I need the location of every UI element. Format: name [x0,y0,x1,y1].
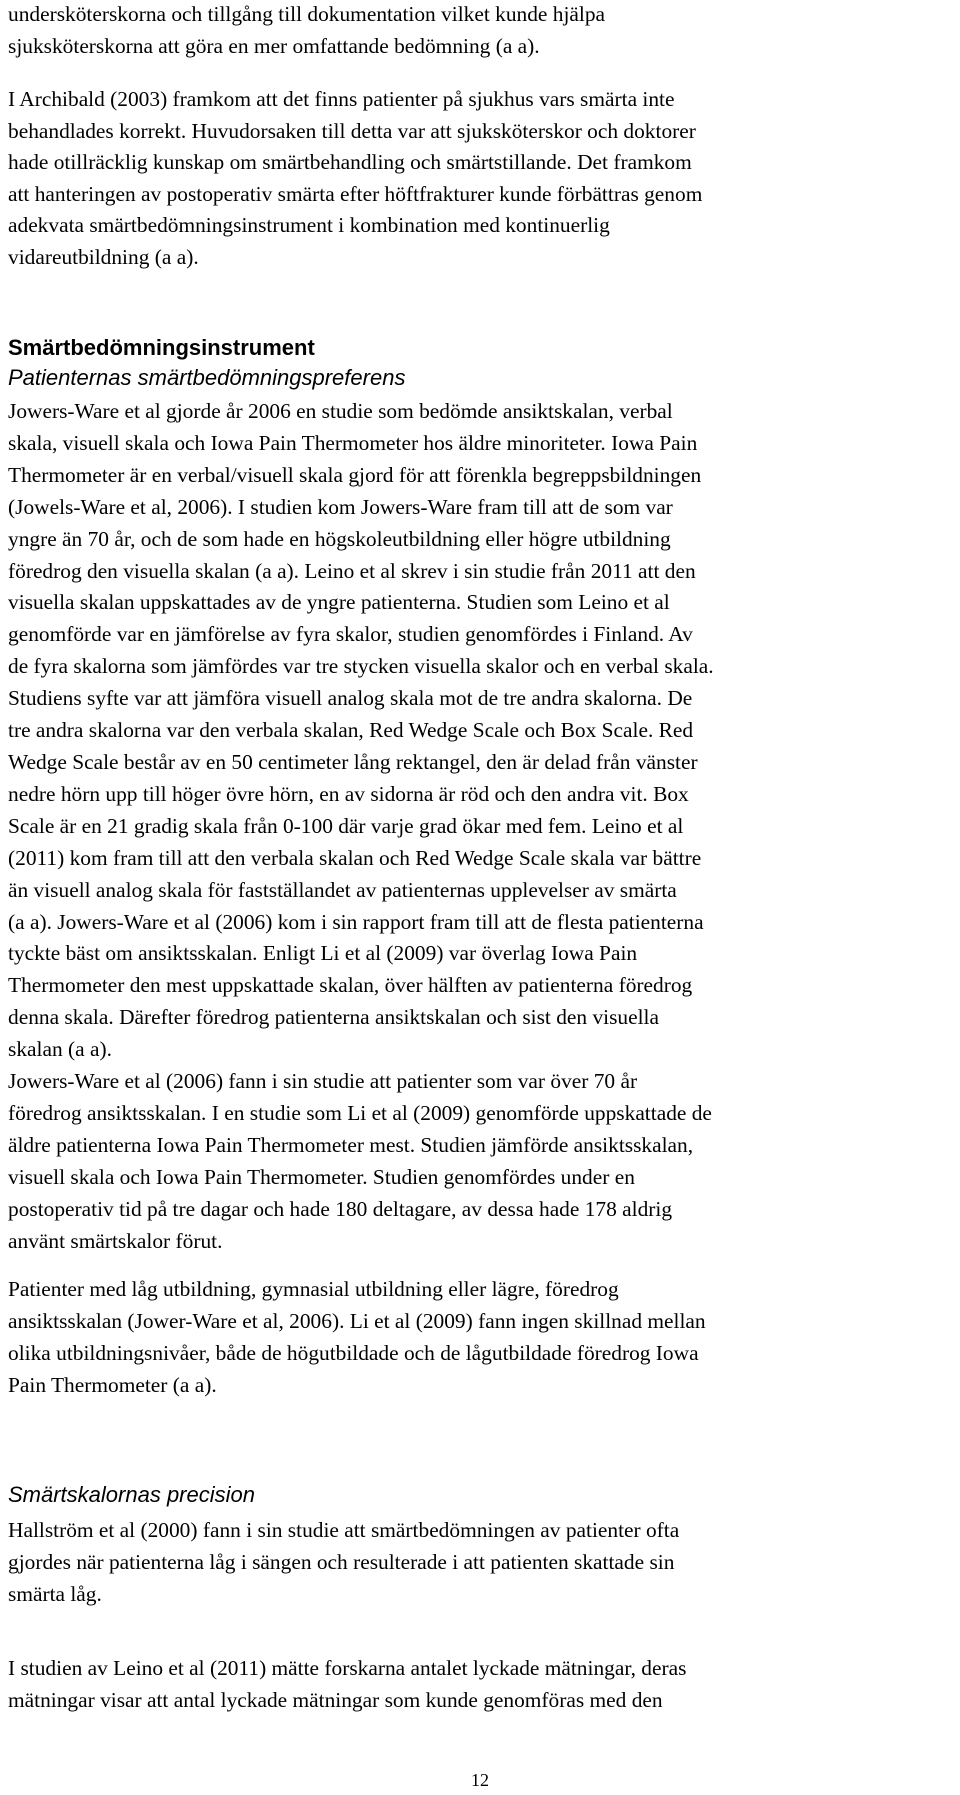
text-line: att hanteringen av postoperativ smärta efter höftfrakturer kunde förbättras genom [8,181,703,206]
text-line: olika utbildningsnivåer, både de högutbildade och de lågutbildade föredrog Iowa [8,1341,699,1365]
text-line: genomförde var en jämförelse av fyra skalor, studien genomfördes i Finland. Av [8,622,693,647]
text-line: Jowers-Ware et al gjorde år 2006 en studie som bedömde ansiktskalan, verbal [8,399,673,423]
precision-paragraph [8,1514,679,1610]
utbildning-paragraph [8,1273,706,1401]
text-line: de fyra skalorna som jämfördes var tre stycken visuella skalor och en verbal skala. [8,654,714,679]
page-number: 12 [471,1770,489,1790]
text-line: denna skala. Därefter föredrog patienterna ansiktskalan och sist den visuella [8,1005,659,1030]
text-line: visuella skalan uppskattades av de yngre patienterna. Studien som Leino et al [8,590,670,615]
preferens-paragraph [8,396,714,1257]
text-line: visuell skala och Iowa Pain Thermometer. Studien genomfördes under en [8,1164,635,1189]
archibald-paragraph [8,84,702,274]
text-line: Pain Thermometer (a a). [8,1373,217,1397]
text-line: I studien av Leino et al (2011) mätte forskarna antalet lyckade mätningar, deras [8,1656,687,1680]
text-line: behandlades korrekt. Huvudorsaken till detta var att sjuksköterskor och doktorer [8,118,696,143]
text-line: yngre än 70 år, och de som hade en högskoleutbildning eller högre utbildning [8,526,671,551]
text-line: Scale är en 21 gradig skala från 0-100 där varje grad ökar med fem. Leino et al [8,813,684,838]
section-subheading: Patienternas smärtbedömningspreferens [8,365,406,390]
text-line: hade otillräcklig kunskap om smärtbehandling och smärtstillande. Det framkom [8,150,692,175]
text-line: än visuell analog skala för fastställandet av patienternas upplevelser av smärta [8,877,677,902]
text-line: sjuksköterskorna att göra en mer omfattande bedömning (a a). [8,33,540,58]
text-line: nedre hörn upp till höger övre hörn, en av sidorna är röd och den andra vit. Box [8,781,689,806]
text-line: mätningar visar att antal lyckade mätningar som kunde genomföras med den [8,1688,663,1712]
section-heading: Smärtbedömningsinstrument [8,335,315,360]
text-line: föredrog ansiktsskalan. I en studie som Li et al (2009) genomförde uppskattade de [8,1100,712,1125]
precision-subheading: Smärtskalornas precision [8,1482,255,1507]
text-line: Jowers-Ware et al (2006) fann i sin studie att patienter som var över 70 år [8,1069,638,1094]
text-line: vidareutbildning (a a). [8,244,199,269]
leino-paragraph [8,1652,686,1716]
text-line: adekvata smärtbedömningsinstrument i kombination med kontinuerlig [8,213,610,238]
text-line: undersköterskorna och tillgång till dokumentation vilket kunde hjälpa [8,2,606,26]
text-line: ansiktsskalan (Jower-Ware et al, 2006). Li et al (2009) fann ingen skillnad mellan [8,1309,706,1333]
text-line: postoperativ tid på tre dagar och hade 180 deltagare, av dessa hade 178 aldrig [8,1196,673,1221]
text-line: tyckte bäst om ansiktsskalan. Enligt Li et al (2009) var överlag Iowa Pain [8,941,638,966]
text-line: gjordes när patienterna låg i sängen och resulterade i att patienten skattade sin [8,1550,675,1574]
text-line: (2011) kom fram till att den verbala skalan och Red Wedge Scale skala var bättre [8,845,702,870]
intro-paragraph [8,0,605,62]
text-line: Thermometer är en verbal/visuell skala gjord för att förenkla begreppsbildningen [8,462,702,487]
text-line: (Jowels-Ware et al, 2006). I studien kom Jowers-Ware fram till att de som var [8,494,673,519]
text-line: Wedge Scale består av en 50 centimeter lång rektangel, den är delad från vänster [8,749,698,774]
text-line: Hallström et al (2000) fann i sin studie att smärtbedömningen av patienter ofta [8,1518,680,1542]
text-line: skalan (a a). [8,1037,112,1062]
text-line: Thermometer den mest uppskattade skalan, över hälften av patienterna föredrog [8,973,693,998]
text-line: I Archibald (2003) framkom att det finns patienter på sjukhus vars smärta inte [8,87,675,111]
text-line: äldre patienterna Iowa Pain Thermometer mest. Studien jämförde ansiktsskalan, [8,1132,694,1157]
text-line: (a a). Jowers-Ware et al (2006) kom i sin rapport fram till att de flesta patienterna [8,909,704,934]
text-line: smärta låg. [8,1582,102,1606]
text-line: föredrog den visuella skalan (a a). Leino et al skrev i sin studie från 2011 att den [8,558,696,583]
text-line: skala, visuell skala och Iowa Pain Thermometer hos äldre minoriteter. Iowa Pain [8,430,698,455]
text-line: använt smärtskalor förut. [8,1228,223,1253]
text-line: Patienter med låg utbildning, gymnasial utbildning eller lägre, föredrog [8,1277,619,1301]
text-line: Studiens syfte var att jämföra visuell analog skala mot de tre andra skalorna. De [8,686,693,711]
text-line: tre andra skalorna var den verbala skalan, Red Wedge Scale och Box Scale. Red [8,718,694,743]
